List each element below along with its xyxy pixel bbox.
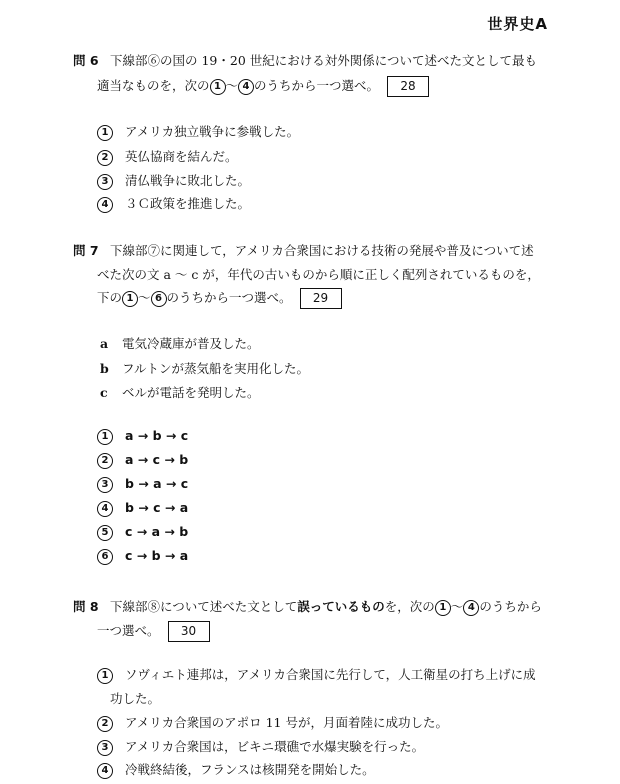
range-from-number: 1 bbox=[435, 600, 451, 616]
option-number: 4 bbox=[97, 197, 113, 213]
question-8-line-2-text: 一つ選べ。 bbox=[97, 623, 160, 638]
option-number: 2 bbox=[97, 150, 113, 166]
question-6-label: 問 6 bbox=[73, 53, 99, 68]
q8-option-1-continued: 功した。 bbox=[110, 691, 161, 706]
q7-statement-a bbox=[100, 334, 260, 352]
question-7-line-3-tail: のうちから一つ選べ。 bbox=[166, 290, 292, 305]
question-8-line-2 bbox=[97, 621, 210, 642]
question-8-line-1 bbox=[110, 597, 542, 616]
subject-header: 世界史A bbox=[487, 15, 548, 33]
question-8-line-1-tail: のうちから bbox=[479, 599, 542, 614]
statement-text: 電気冷蔵庫が普及した。 bbox=[122, 336, 260, 351]
option-text: c → a → b bbox=[125, 524, 189, 539]
q8-option-2[interactable] bbox=[97, 713, 448, 732]
q6-option-3[interactable] bbox=[97, 171, 250, 190]
option-number: 2 bbox=[97, 453, 113, 469]
option-text: b → a → c bbox=[125, 476, 189, 491]
question-6-line-1: 下線部⑥の国の 19・20 世紀における対外関係について述べた文として最も bbox=[110, 53, 538, 68]
option-number: 5 bbox=[97, 525, 113, 541]
q6-option-2[interactable] bbox=[97, 147, 238, 166]
question-7-line-2: べた次の文 a ～ c が，年代の古いものから順に正しく配列されているものを， bbox=[97, 267, 540, 282]
question-8-line-1-mid: を，次の bbox=[384, 599, 435, 614]
question-7-line-3-text: 下の bbox=[97, 290, 123, 305]
range-to-number: 4 bbox=[463, 600, 479, 616]
option-number: 2 bbox=[97, 716, 113, 732]
range-tilde: ～ bbox=[225, 78, 239, 93]
range-tilde: ～ bbox=[138, 290, 151, 305]
answer-box-28[interactable]: 28 bbox=[387, 76, 429, 97]
option-number: 4 bbox=[97, 501, 113, 517]
option-number: 1 bbox=[97, 429, 113, 445]
statement-text: フルトンが蒸気船を実用化した。 bbox=[122, 361, 310, 376]
question-6-line-2-tail: のうちから一つ選べ。 bbox=[254, 78, 380, 93]
question-6-line-2-text: 適当なものを，次の bbox=[97, 78, 210, 93]
statement-letter: a bbox=[100, 336, 109, 351]
question-7-line-1: 下線部⑦に関連して，アメリカ合衆国における技術の発展や普及について述 bbox=[110, 243, 534, 258]
option-text: 冷戦終結後，フランスは核開発を開始した。 bbox=[125, 762, 375, 777]
option-text: 清仏戦争に敗北した。 bbox=[125, 173, 251, 188]
question-7-line-3 bbox=[97, 288, 342, 309]
option-number: 1 bbox=[97, 125, 113, 141]
range-from-number: 1 bbox=[210, 79, 226, 95]
question-8-line-1-text: 下線部⑧について述べた文として bbox=[110, 599, 298, 614]
question-7-label: 問 7 bbox=[73, 243, 99, 258]
statement-text: ベルが電話を発明した。 bbox=[122, 385, 260, 400]
q8-option-4[interactable] bbox=[97, 760, 375, 779]
option-number: 3 bbox=[97, 174, 113, 190]
option-number: 4 bbox=[97, 763, 113, 779]
option-text: ３Ｃ政策を推進した。 bbox=[125, 196, 251, 211]
q7-statement-b bbox=[100, 359, 309, 377]
q7-option-2[interactable] bbox=[97, 452, 188, 469]
answer-box-30[interactable]: 30 bbox=[168, 621, 210, 642]
range-to-number: 6 bbox=[151, 291, 167, 307]
option-text: a → b → c bbox=[125, 428, 189, 443]
q7-option-5[interactable] bbox=[97, 524, 188, 541]
option-number: 1 bbox=[97, 668, 113, 684]
range-tilde: ～ bbox=[450, 599, 464, 614]
option-text: c → b → a bbox=[125, 548, 189, 563]
q7-option-1[interactable] bbox=[97, 428, 188, 445]
q7-option-3[interactable] bbox=[97, 476, 188, 493]
question-6-line-2 bbox=[97, 76, 429, 97]
option-text: a → c → b bbox=[125, 452, 189, 467]
answer-box-29[interactable]: 29 bbox=[300, 288, 342, 309]
statement-letter: c bbox=[100, 385, 108, 400]
range-from-number: 1 bbox=[122, 291, 138, 307]
question-8-label: 問 8 bbox=[73, 599, 99, 614]
option-number: 3 bbox=[97, 477, 113, 493]
option-number: 3 bbox=[97, 740, 113, 756]
option-text: 英仏協商を結んだ。 bbox=[125, 149, 238, 164]
q7-statement-c bbox=[100, 383, 260, 401]
emphasis-incorrect: 誤っているもの bbox=[297, 599, 385, 614]
option-text: b → c → a bbox=[125, 500, 189, 515]
option-text: アメリカ合衆国のアポロ 11 号が，月面着陸に成功した。 bbox=[125, 715, 448, 730]
option-text: ソヴィエト連邦は，アメリカ合衆国に先行して，人工衛星の打ち上げに成 bbox=[125, 667, 536, 682]
q6-option-1[interactable] bbox=[97, 122, 299, 141]
q8-option-3[interactable] bbox=[97, 737, 424, 756]
range-to-number: 4 bbox=[238, 79, 254, 95]
option-text: アメリカ独立戦争に参戦した。 bbox=[125, 124, 300, 139]
q7-option-4[interactable] bbox=[97, 500, 188, 517]
option-text: アメリカ合衆国は，ビキニ環礁で水爆実験を行った。 bbox=[125, 739, 425, 754]
statement-letter: b bbox=[100, 361, 109, 376]
q7-option-6[interactable] bbox=[97, 548, 188, 565]
option-number: 6 bbox=[97, 549, 113, 565]
q6-option-4[interactable] bbox=[97, 194, 250, 213]
q8-option-1[interactable] bbox=[97, 665, 536, 684]
